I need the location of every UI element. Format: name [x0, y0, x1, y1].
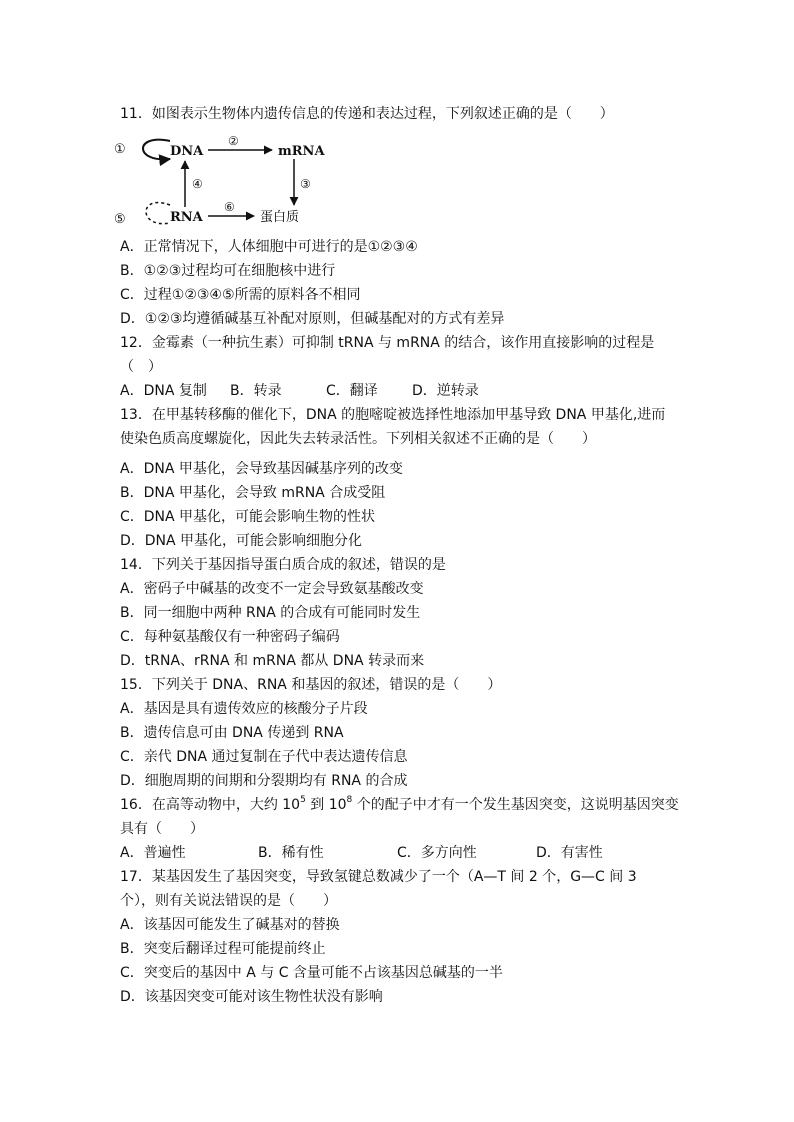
q11-option-c: C．过程①②③④⑤所需的原料各不相同: [120, 287, 361, 303]
q16-option-b: B．稀有性: [258, 845, 324, 861]
label-3: ③: [300, 177, 311, 191]
q15-option-c: C．亲代 DNA 通过复制在子代中表达遗传信息: [120, 749, 408, 765]
q13-option-d: D．DNA 甲基化，可能会影响细胞分化: [120, 533, 363, 549]
q11-option-b: B．①②③过程均可在细胞核中进行: [120, 263, 336, 279]
q16-options-row: [120, 844, 603, 862]
q12-stem-line2: （ ）: [120, 359, 162, 375]
q17-stem-line1: 17．某基因发生了基因突变，导致氢键总数减少了一个（A—T 间 2 个，G—C 间 3: [120, 869, 637, 885]
q17-option-d: D．该基因突变可能对该生物性状没有影响: [120, 989, 383, 1005]
q17-option-c: C．突变后的基因中 A 与 C 含量可能不占该基因总碱基的一半: [120, 965, 503, 981]
q12-options-row: [120, 382, 479, 400]
q14-option-d: D．tRNA、rRNA 和 mRNA 都从 DNA 转录而来: [120, 653, 425, 669]
node-dna: DNA: [170, 144, 204, 159]
central-dogma-diagram: [112, 133, 342, 229]
q13-option-b: B．DNA 甲基化，会导致 mRNA 合成受阻: [120, 485, 386, 501]
q16-stem-line2: 具有（ ）: [120, 821, 204, 837]
q11-option-a: A．正常情况下，人体细胞中可进行的是①②③④: [120, 239, 418, 255]
q16-stem-part-c: 个的配子中才有一个发生基因突变，这说明基因突变: [352, 797, 679, 813]
q12-option-b: B．转录: [230, 383, 282, 399]
q14-option-b: B．同一细胞中两种 RNA 的合成有可能同时发生: [120, 605, 421, 621]
q16-stem-part-b: 到 10: [305, 797, 347, 813]
q16-exponent-1: 5: [300, 795, 306, 806]
q13-stem-line2: 使染色质高度螺旋化，因此失去转录活性。下列相关叙述不正确的是（ ）: [120, 431, 596, 447]
q13-stem-line1: 13．在甲基转移酶的催化下，DNA 的胞嘧啶被选择性地添加甲基导致 DNA 甲基化,进而: [120, 407, 666, 423]
q15-stem: 15．下列关于 DNA、RNA 和基因的叙述，错误的是（ ）: [120, 677, 502, 693]
node-protein: 蛋白质: [260, 210, 300, 225]
q12-stem-line1: 12．金霉素（一种抗生素）可抑制 tRNA 与 mRNA 的结合，该作用直接影响的过程是: [120, 335, 655, 351]
q13-option-a: A．DNA 甲基化，会导致基因碱基序列的改变: [120, 461, 403, 477]
replication-loop-arrow: [143, 140, 170, 160]
node-mrna: mRNA: [278, 144, 325, 159]
label-5: ⑤: [114, 212, 126, 227]
node-rna: RNA: [170, 210, 203, 225]
q16-exponent-2: 8: [346, 795, 353, 806]
rna-replication-loop: [146, 203, 170, 224]
q14-option-a: A．密码子中碱基的改变不一定会导致氨基酸改变: [120, 581, 424, 597]
q15-option-b: B．遗传信息可由 DNA 传递到 RNA: [120, 725, 344, 741]
q11-stem: 11．如图表示生物体内遗传信息的传递和表达过程，下列叙述正确的是（ ）: [120, 106, 614, 122]
q14-stem: 14．下列关于基因指导蛋白质合成的叙述，错误的是: [120, 557, 446, 573]
q16-stem-line1: [120, 796, 679, 814]
q14-option-c: C．每种氨基酸仅有一种密码子编码: [120, 629, 340, 645]
q16-option-c: C．多方向性: [397, 845, 477, 861]
label-2: ②: [228, 134, 239, 148]
q13-option-c: C．DNA 甲基化，可能会影响生物的性状: [120, 509, 376, 525]
q16-stem-part-a: 16．在高等动物中，大约 10: [120, 797, 301, 813]
q17-option-a: A．该基因可能发生了碱基对的替换: [120, 917, 340, 933]
label-6: ⑥: [224, 200, 235, 214]
q17-option-b: B．突变后翻译过程可能提前终止: [120, 941, 326, 957]
q15-option-a: A．基因是具有遗传效应的核酸分子片段: [120, 701, 368, 717]
q11-option-d: D．①②③均遵循碱基互补配对原则，但碱基配对的方式有差异: [120, 311, 505, 327]
q17-stem-line2: 个），则有关说法错误的是（ ）: [120, 893, 337, 909]
q16-option-a: A．普遍性: [120, 845, 186, 861]
q12-option-a: A．DNA 复制: [120, 383, 207, 399]
q16-option-d: D．有害性: [536, 845, 603, 861]
q12-option-d: D．逆转录: [412, 383, 479, 399]
q15-option-d: D．细胞周期的间期和分裂期均有 RNA 的合成: [120, 773, 408, 789]
label-4: ④: [192, 177, 203, 191]
q12-option-c: C．翻译: [326, 383, 378, 399]
label-1: ①: [114, 142, 126, 157]
